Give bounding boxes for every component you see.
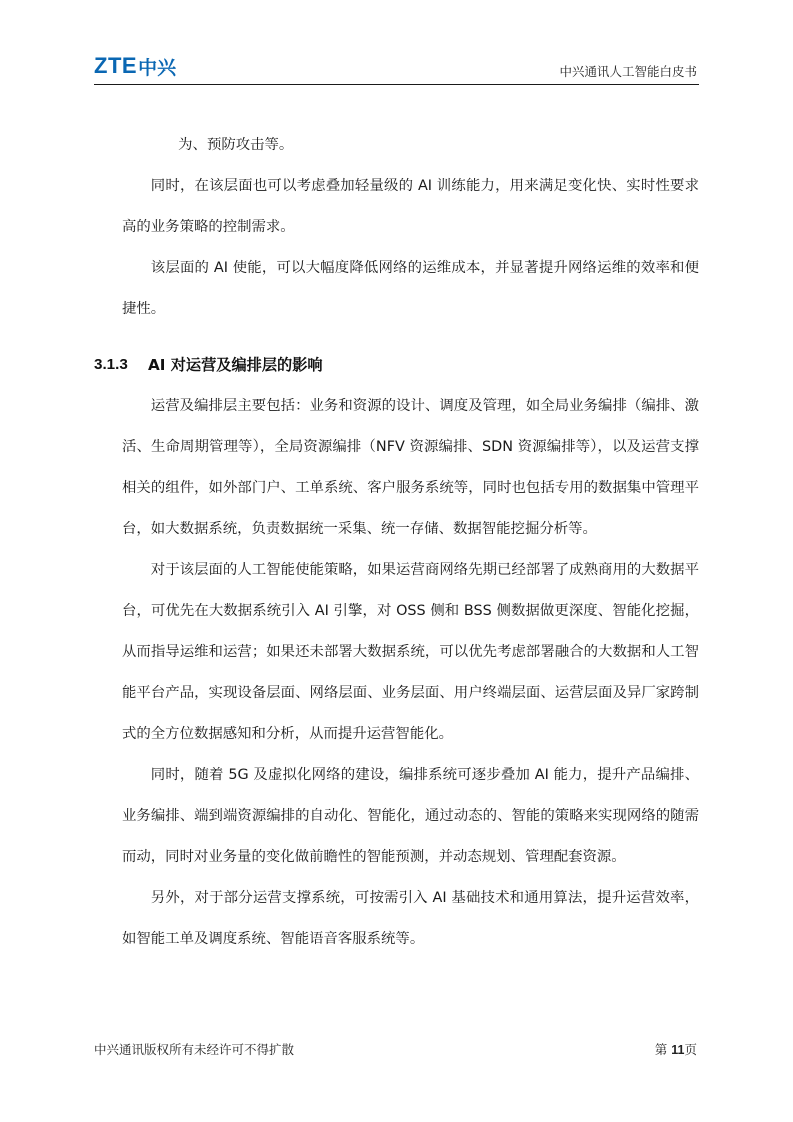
copyright-notice: 中兴通讯版权所有未经许可不得扩散 bbox=[94, 1042, 295, 1057]
page-prefix: 第 bbox=[654, 1042, 672, 1057]
page-number bbox=[655, 1040, 697, 1058]
paragraph: 同时，随着 5G 及虚拟化网络的建设，编排系统可逐步叠加 AI 能力，提升产品编排、业务编排、端到端资源编排的自动化、智能化，通过动态的、智能的策略来实现网络的随需而动，同时对业务量的变化做前瞻性的智能预测，并动态规划、管理配套资源。 bbox=[122, 767, 699, 865]
logo-latin-text: ZTE bbox=[94, 53, 138, 78]
page-content bbox=[94, 125, 699, 960]
paragraph: 另外，对于部分运营支撑系统，可按需引入 AI 基础技术和通用算法，提升运营效率，如智能工单及调度系统、智能语音客服系统等。 bbox=[122, 890, 699, 947]
section-number: 3.1.3 bbox=[94, 355, 128, 373]
paragraph-continuation: 为、预防攻击等。 bbox=[178, 137, 294, 153]
logo-chinese-text: 中兴 bbox=[138, 56, 177, 79]
page-number-value: 11 bbox=[671, 1043, 685, 1057]
page-footer bbox=[94, 1040, 699, 1060]
zte-logo bbox=[94, 52, 176, 80]
paragraph: 该层面的 AI 使能，可以大幅度降低网络的运维成本，并显著提升网络运维的效率和便捷性。 bbox=[122, 260, 699, 317]
document-title: 中兴通讯人工智能白皮书 bbox=[559, 64, 697, 79]
paragraph: 同时，在该层面也可以考虑叠加轻量级的 AI 训练能力，用来满足变化快、实时性要求高的业务策略的控制需求。 bbox=[122, 178, 699, 235]
paragraph: 对于该层面的人工智能使能策略，如果运营商网络先期已经部署了成熟商用的大数据平台，可优先在大数据系统引入 AI 引擎，对 OSS 侧和 BSS 侧数据做更深度、智能化挖掘，从而指导运维和运营；如果还未部署大数据系统，可以优先考虑部署融合的大数据和人工智能平台产品，实现设备层面、网络层面、业务层面、用户终端层面、运营层面及异厂家跨制式的全方位数据感知和分析，从而提升运营智能化。 bbox=[122, 562, 699, 742]
section-heading bbox=[94, 342, 699, 386]
header-divider bbox=[94, 84, 699, 85]
section-title: AI 对运营及编排层的影响 bbox=[148, 355, 323, 374]
paragraph: 运营及编排层主要包括：业务和资源的设计、调度及管理，如全局业务编排（编排、激活、生命周期管理等），全局资源编排（NFV 资源编排、SDN 资源编排等），以及运营支撑相关的组件，如外部门户、工单系统、客户服务系统等，同时也包括专用的数据集中管理平台，如大数据系统，负责数据统一采集、统一存储、数据智能挖掘分析等。 bbox=[122, 398, 699, 537]
page-header bbox=[94, 52, 699, 84]
page-suffix: 页 bbox=[684, 1042, 697, 1057]
